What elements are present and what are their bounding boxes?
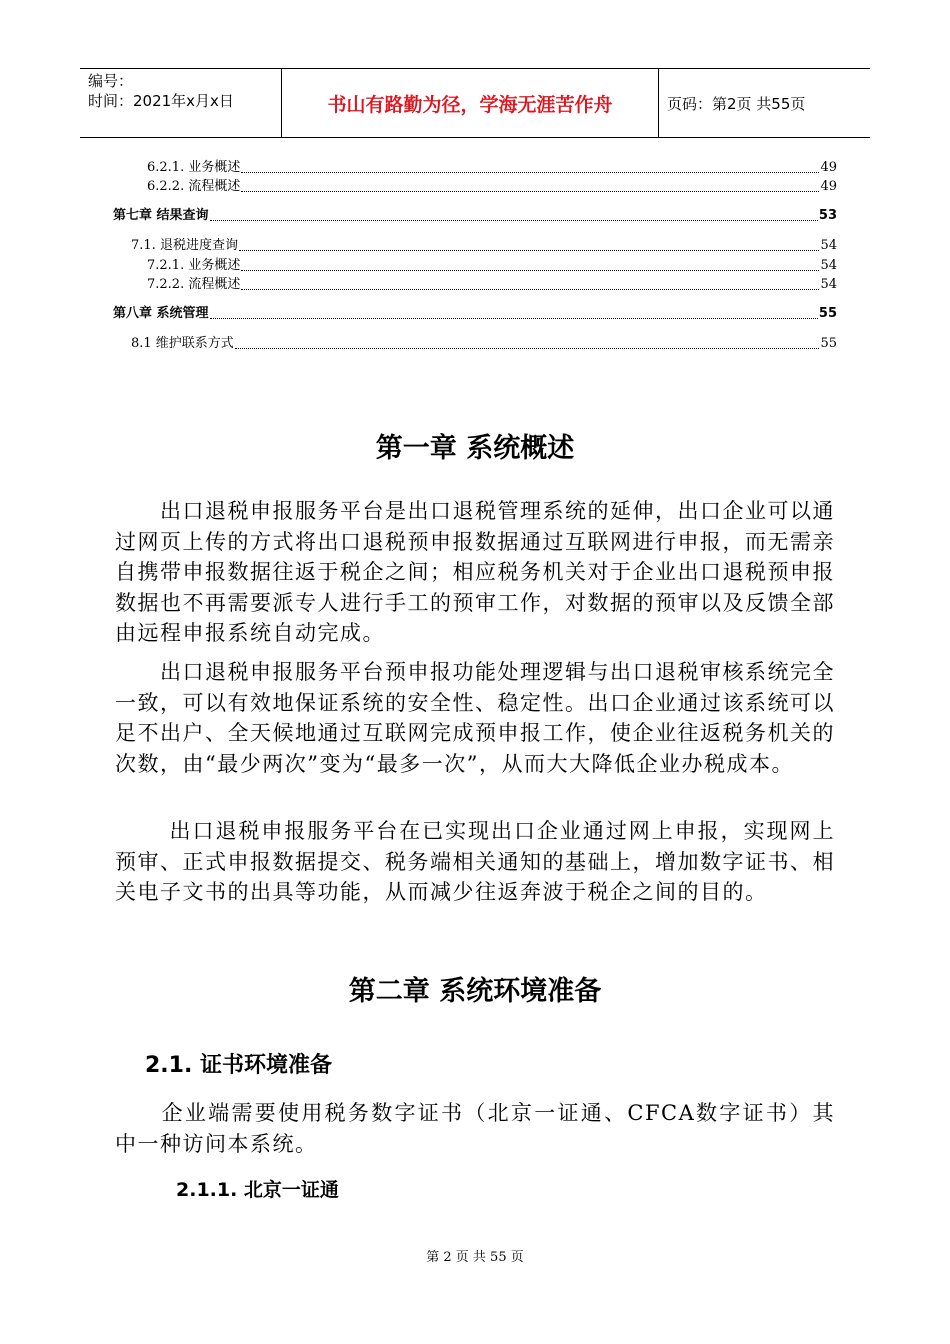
toc-entry-page: 54 — [820, 258, 837, 273]
page-header — [80, 68, 870, 138]
toc-entry[interactable] — [147, 276, 837, 294]
toc-entry-text: 7.1. 退税进度查询 — [131, 238, 238, 253]
section-2-1-heading: 2.1. 证书环境准备 — [145, 1053, 332, 1078]
toc-entry-text: 6.2.2. 流程概述 — [147, 179, 241, 194]
toc-entry-text: 6.2.1. 业务概述 — [147, 160, 241, 175]
toc-entry-text: 8.1 维护联系方式 — [131, 336, 234, 351]
toc-entry[interactable] — [147, 159, 837, 177]
toc-entry-page: 55 — [820, 336, 837, 351]
chapter-1-paragraph-2: 出口退税申报服务平台预申报功能处理逻辑与出口退税审核系统完全一致，可以有效地保证系统的安全性、稳定性。出口企业通过该系统可以足不出户、全天候地通过互联网完成预申报工作，使企业往返税务机关的次数，由“最少两次”变为“最多一次”，从而大大降低企业办税成本。 — [115, 660, 835, 776]
header-slogan: 书山有路勤为径，学海无涯苦作舟 — [282, 69, 659, 137]
toc-entry-page: 49 — [820, 179, 837, 194]
toc-entry[interactable] — [131, 335, 837, 353]
chapter-1-paragraph-1: 出口退税申报服务平台是出口退税管理系统的延伸，出口企业可以通过网页上传的方式将出口退税预申报数据通过互联网进行申报，而无需亲自携带申报数据往返于税企之间；相应税务机关对于企业出口退税预申报数据也不再需要派专人进行手工的预审工作，对数据的预审以及反馈全部由远程申报系统自动完成。 — [115, 499, 835, 645]
toc-entry-text: 7.2.1. 业务概述 — [147, 258, 241, 273]
toc-entry[interactable] — [113, 207, 837, 225]
toc-entry-page: 54 — [820, 238, 837, 253]
section-2-1-paragraph: 企业端需要使用税务数字证书（北京一证通、CFCA数字证书）其中一种访问本系统。 — [115, 1101, 835, 1156]
chapter-1-paragraph-3: 出口退税申报服务平台在已实现出口企业通过网上申报，实现网上预审、正式申报数据提交、税务端相关通知的基础上，增加数字证书、相关电子文书的出具等功能，从而减少往返奔波于税企之间的目的。 — [115, 819, 835, 904]
toc-entry-page: 49 — [820, 160, 837, 175]
toc-entry-page: 54 — [820, 277, 837, 292]
toc-entry[interactable] — [147, 257, 837, 275]
document-time-label: 时间：2021年x月x日 — [88, 92, 234, 110]
toc-entry[interactable] — [147, 178, 837, 196]
toc-entry-text: 第七章 结果查询 — [113, 208, 209, 223]
toc-entry-page: 53 — [818, 208, 837, 223]
toc-entry-text: 7.2.2. 流程概述 — [147, 277, 241, 292]
toc-entry[interactable] — [113, 305, 837, 323]
subsection-2-1-1-heading: 2.1.1. 北京一证通 — [176, 1179, 339, 1201]
chapter-2-title: 第二章 系统环境准备 — [348, 976, 602, 1007]
toc-entry-text: 第八章 系统管理 — [113, 306, 209, 321]
toc-entry[interactable] — [131, 237, 837, 255]
page-footer: 第 2 页 共 55 页 — [426, 1250, 524, 1265]
chapter-1-title: 第一章 系统概述 — [375, 433, 575, 464]
toc-entry-page: 55 — [818, 306, 837, 321]
header-page-info: 页码：第2页 共55页 — [667, 94, 806, 113]
document-number-label: 编号： — [88, 72, 134, 90]
header-meta — [80, 69, 282, 137]
